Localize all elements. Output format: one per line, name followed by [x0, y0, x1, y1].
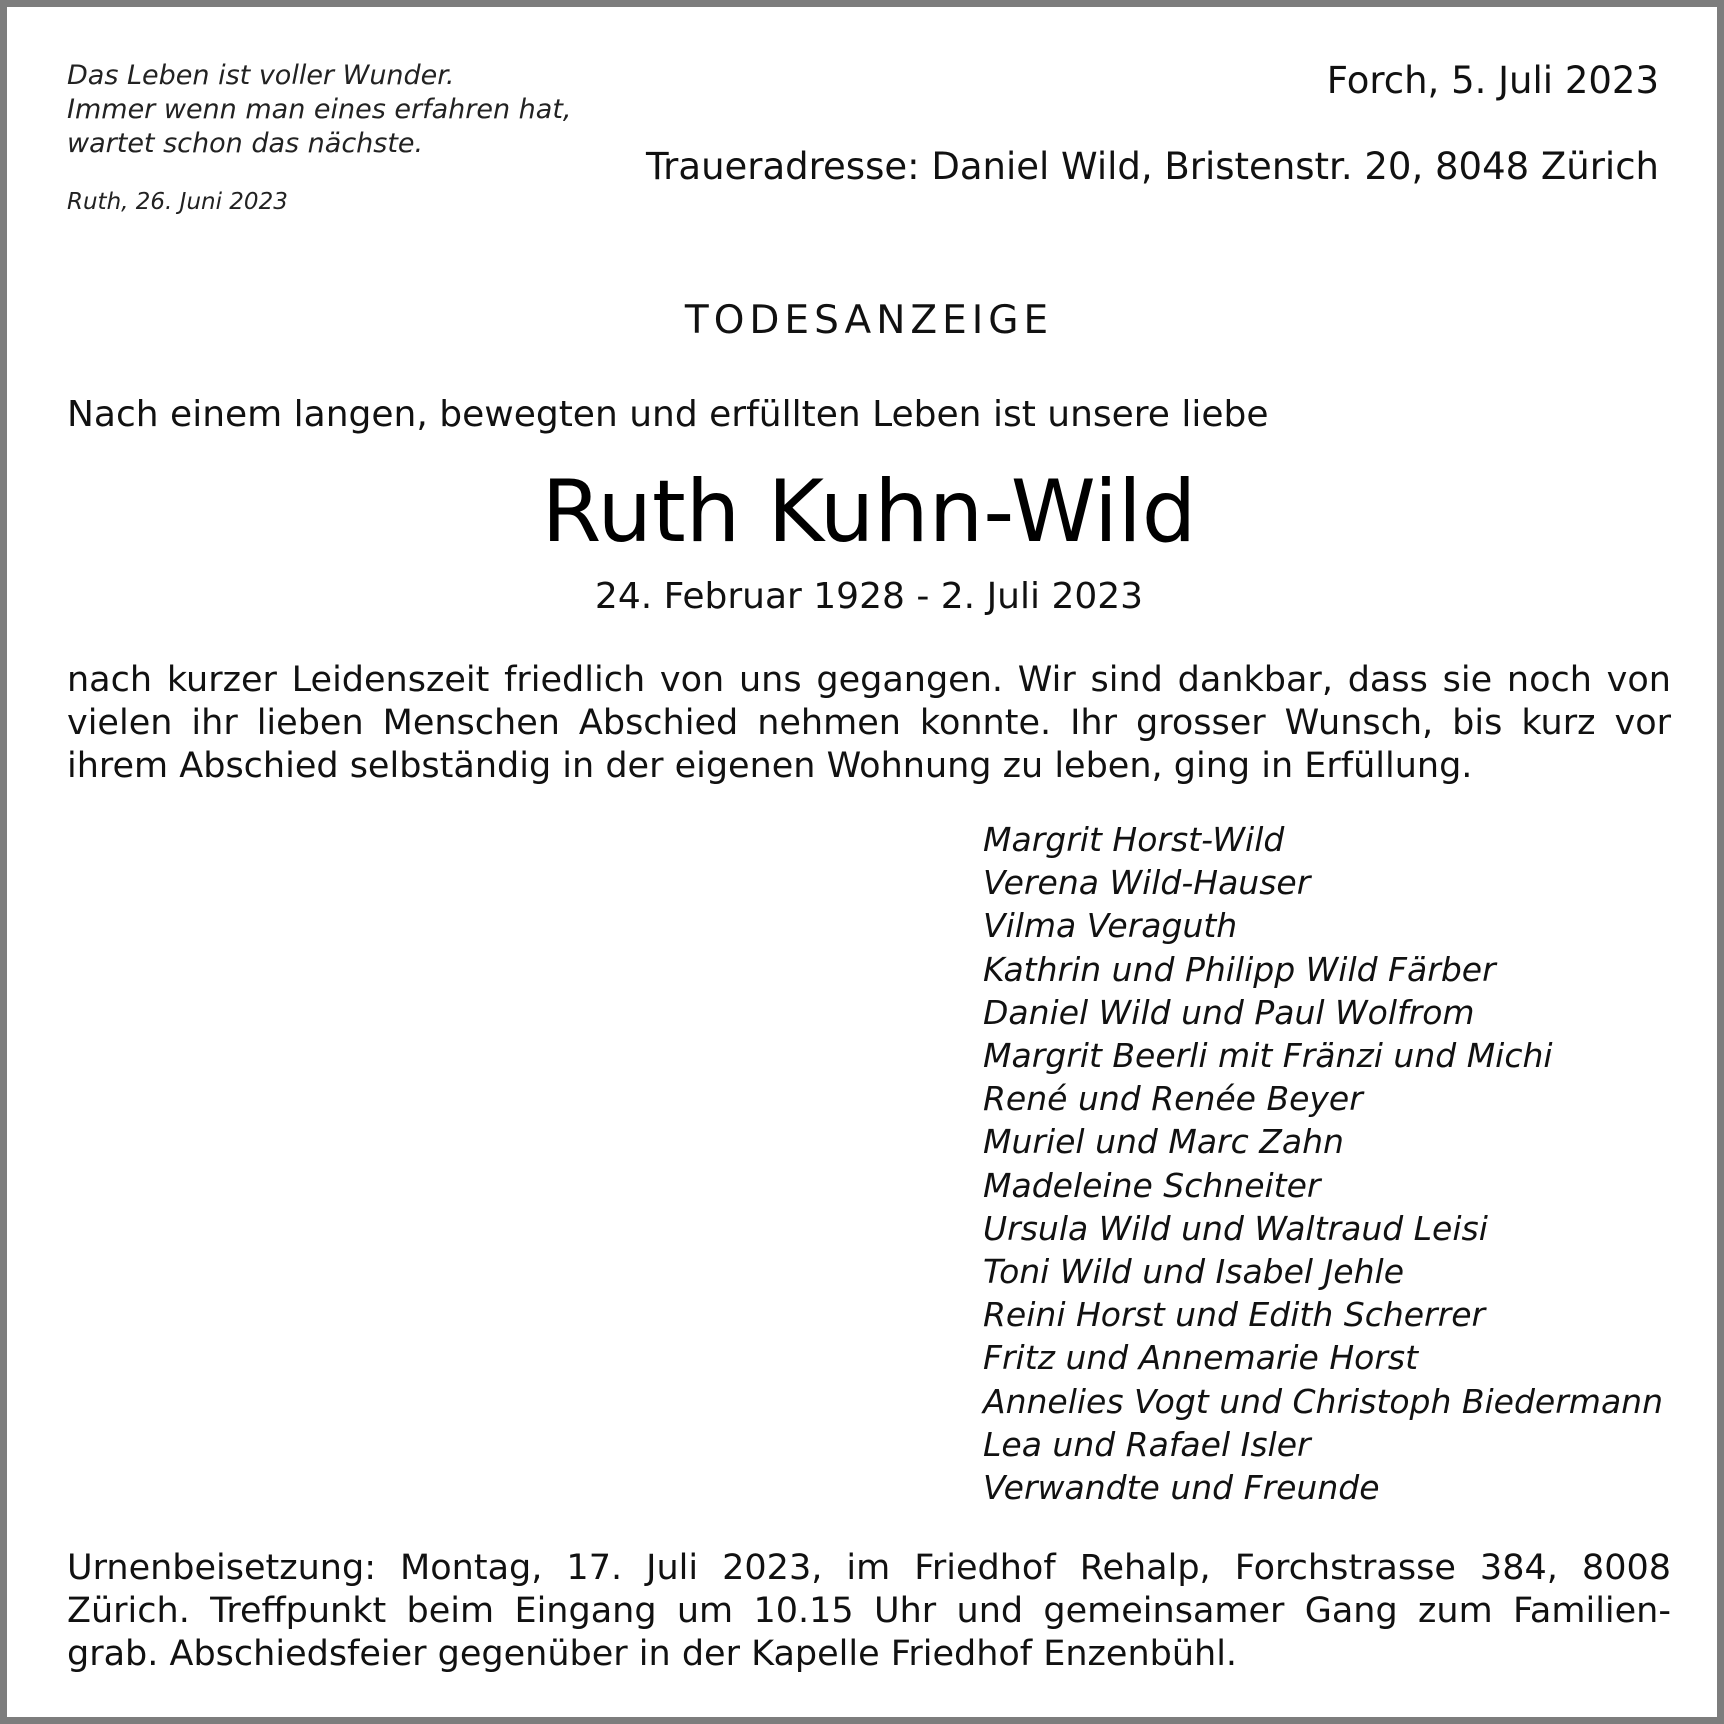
mourner-name: Daniel Wild und Paul Wolfrom	[983, 992, 1475, 1032]
mourner-name: Margrit Beerli mit Fränzi und Michi	[983, 1036, 1553, 1076]
quote-line: wartet schon das nächste.	[67, 128, 424, 159]
mourner-name: Reini Horst und Edith Scherrer	[983, 1295, 1486, 1335]
burial-line: Zürich. Treffpunkt beim Eingang um 10.15 Uhr und gemeinsamer Gang zum Familien-	[67, 1591, 1671, 1631]
deceased-name: Ruth Kuhn-Wild	[541, 462, 1197, 562]
mourner-name: Lea und Rafael Isler	[983, 1424, 1311, 1464]
quote-line: Das Leben ist voller Wunder.	[67, 60, 455, 91]
mourner-name: Verena Wild-Hauser	[983, 863, 1311, 903]
place-date: Forch, 5. Juli 2023	[1326, 59, 1659, 102]
mourner-name: Kathrin und Philipp Wild Färber	[983, 949, 1496, 989]
burial-info	[67, 1547, 1671, 1676]
body-line: vielen ihr lieben Menschen Abschied nehmen konnte. Ihr grosser Wunsch, bis kurz vor	[67, 703, 1671, 743]
body-line: nach kurzer Leidenszeit friedlich von uns gegangen. Wir sind dankbar, dass sie noch von	[67, 660, 1671, 700]
body-text	[67, 659, 1671, 788]
mourner-name: Vilma Veraguth	[983, 906, 1238, 946]
mourner-name: Muriel und Marc Zahn	[983, 1122, 1344, 1162]
mourners-list	[983, 818, 1663, 1509]
mourner-name: Madeleine Schneiter	[983, 1165, 1321, 1205]
mourner-name: Annelies Vogt und Christoph Biedermann	[983, 1381, 1663, 1421]
mourner-name: Toni Wild und Isabel Jehle	[983, 1252, 1404, 1292]
burial-line: grab. Abschiedsfeier gegenüber in der Kapelle Friedhof Enzenbühl.	[67, 1634, 1238, 1674]
mourner-name: Ursula Wild und Waltraud Leisi	[983, 1208, 1488, 1248]
quote-line: Immer wenn man eines erfahren hat,	[67, 94, 572, 125]
burial-line: Urnenbeisetzung: Montag, 17. Juli 2023, im Friedhof Rehalp, Forchstrasse 384, 8008	[67, 1548, 1671, 1588]
mourning-address: Traueradresse: Daniel Wild, Bristenstr. 20, 8048 Zürich	[646, 145, 1659, 188]
body-line: ihrem Abschied selbständig in der eigenen Wohnung zu leben, ging in Erfüllung.	[67, 746, 1473, 786]
mourner-name: Verwandte und Freunde	[983, 1468, 1380, 1508]
quote	[67, 59, 627, 161]
notice-heading: TODESANZEIGE	[684, 298, 1054, 343]
mourner-name: Margrit Horst-Wild	[983, 820, 1285, 859]
life-dates: 24. Februar 1928 - 2. Juli 2023	[594, 576, 1144, 617]
mourner-name: René und Renée Beyer	[983, 1079, 1363, 1119]
quote-signature: Ruth, 26. Juni 2023	[67, 189, 288, 215]
mourner-name: Fritz und Annemarie Horst	[983, 1338, 1419, 1378]
intro-text: Nach einem langen, bewegten und erfüllten Leben ist unsere liebe	[67, 394, 1269, 435]
